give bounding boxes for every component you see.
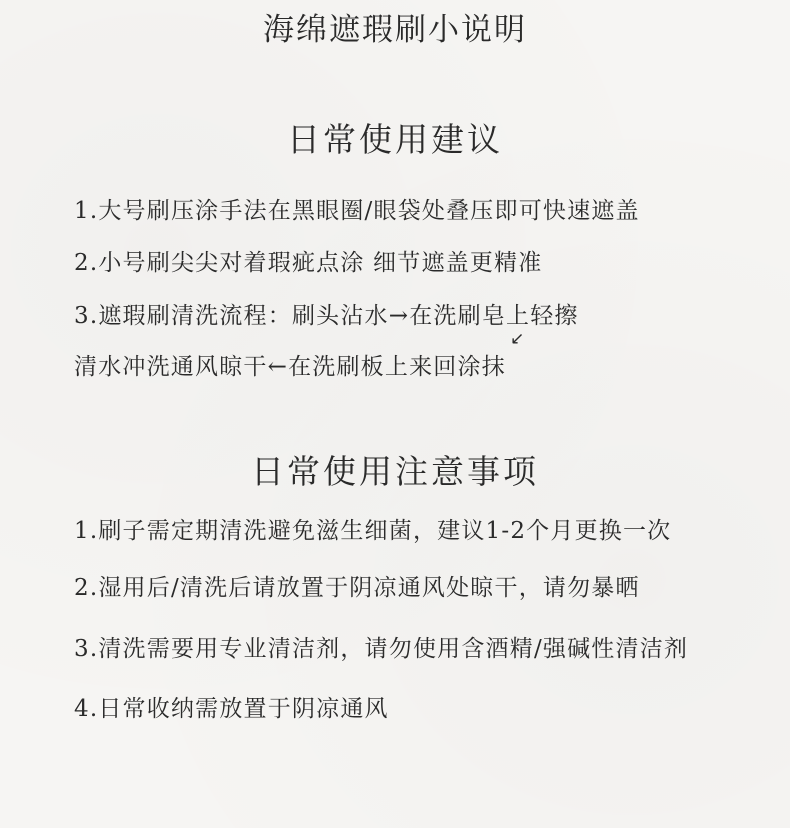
- usage-item-3: 3.遮瑕刷清洗流程：刷头沾水→在洗刷皂上轻擦: [74, 303, 579, 329]
- notes-item-3: 3.清洗需要用专业清洁剂，请勿使用含酒精/强碱性清洁剂: [74, 636, 689, 662]
- down-left-arrow-icon: ↙: [510, 329, 525, 349]
- notes-item-2: 2.湿用后/清洗后请放置于阴凉通风处晾干，请勿暴晒: [74, 575, 640, 601]
- notes-item-4: 4.日常收纳需放置于阴凉通风: [74, 696, 389, 722]
- usage-heading: 日常使用建议: [287, 120, 503, 159]
- notes-heading: 日常使用注意事项: [251, 452, 539, 491]
- usage-item-2: 2.小号刷尖尖对着瑕疵点涂 细节遮盖更精准: [74, 250, 543, 276]
- usage-item-1: 1.大号刷压涂手法在黑眼圈/眼袋处叠压即可快速遮盖: [74, 198, 640, 224]
- usage-item-4: 清水冲洗通风晾干←在洗刷板上来回涂抹: [74, 354, 506, 380]
- page-title: 海绵遮瑕刷小说明: [263, 12, 527, 48]
- notes-item-1: 1.刷子需定期清洗避免滋生细菌，建议1-2个月更换一次: [74, 518, 672, 544]
